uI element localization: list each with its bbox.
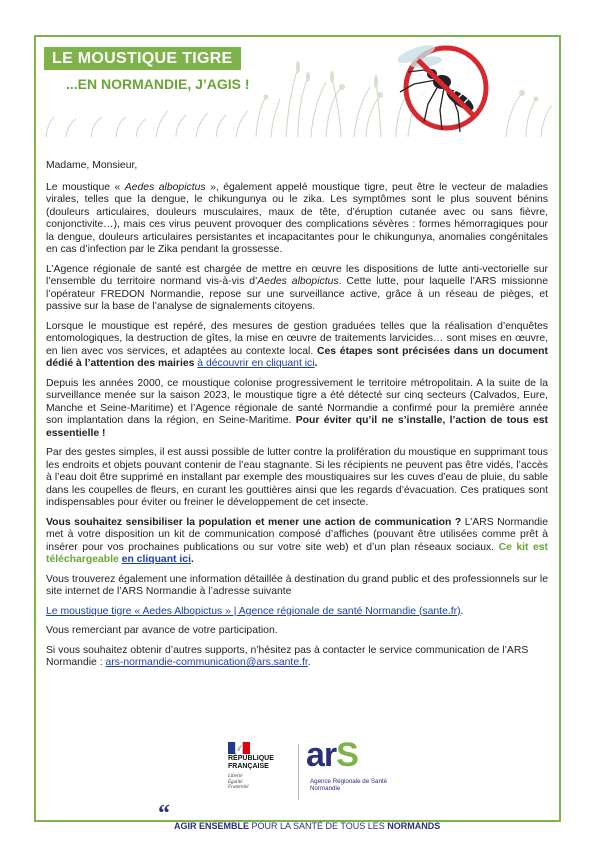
paragraph-more-info: Vous trouverez également une information détaillée à destination du grand public et des professionnels sur le site internet de l’ARS Normandie à l’adresse suivante — [46, 573, 548, 597]
header-subtitle: ...EN NORMANDIE, J’AGIS ! — [66, 76, 250, 92]
paragraph-ars-mission: L’Agence régionale de santé est chargée de mettre en œuvre les dispositions de lutte anti-vectorielle sur l’ensemble du territoire normand vis-à-vis d’Aedes albopictus. Cette lutte, pour laquelle l’ARS missionne l’opérateur FREDON Normandie, repose sur une surveillance active, grâce à un réseau de pièges, et passive sur la base de l’analyse de signalements citoyens. — [46, 263, 548, 312]
paragraph-contact: Si vous souhaitez obtenir d’autres supports, n’hésitez pas à contacter le service communication de l’ARS Normandie : ars-normandie-communication@ars.sante.fr. — [46, 644, 529, 668]
no-mosquito-icon — [398, 40, 494, 136]
paragraph-gestures: Par des gestes simples, il est aussi possible de lutter contre la prolifération du moustique en supprimant tous les endroits et objets pouvant contenir de l’eau stagnante. Si les récipients ne peuvent pas être vidés, l’accès à l’eau doit être supprimé en installant par exemple des moustiquaires sur les cuves d’eau de pluie, du sable dans les coupelles de fleurs, en curant les gouttières ainsi que les regards d’évacuation. Ces pratiques sont indispensables pour éviter ou freiner le développement de cet insecte. — [46, 447, 548, 508]
ars-normandie-logo: arS Agence Régionale de Santé Normandie — [306, 736, 388, 792]
kit-download-link[interactable]: en cliquant ici — [121, 554, 191, 565]
paragraph-communication-kit: Vous souhaitez sensibiliser la population et mener une action de communication ? L’ARS Normandie met à votre disposition un kit de communication composé d’affiches (pouvant être utilisées comme prêt à insérer pour vos prochaines publications ou sur votre site web) et d’un plan réseaux sociaux. Ce kit est téléchargeable en cliquant ici. — [46, 516, 549, 565]
paragraph-thanks: Vous remerciant par avance de votre participation. — [46, 625, 278, 636]
republique-francaise-logo: RÉPUBLIQUE FRANÇAISE Liberté Égalité Fraternité — [222, 740, 300, 808]
ars-website-link[interactable]: Le moustique tigre « Aedes Albopictus » | Agence régionale de santé Normandie (sante.fr) — [46, 605, 461, 617]
salutation: Madame, Monsieur, — [46, 160, 138, 171]
paragraph-measures: Lorsque le moustique est repéré, des mesures de gestion graduées telles que la réalisation d’enquêtes entomologiques, la destruction de gîtes, la mise en œuvre de traitements larvicides… sont mises en œuvre, en lien avec vos services, et adaptées au contexte local. Ces étapes sont précisées dans un document dédié à l’attention des mairies à découvrir en cliquant ici. — [46, 320, 548, 369]
logo-divider — [298, 744, 299, 800]
paragraph-website-link: Le moustique tigre « Aedes Albopictus » | Agence régionale de santé Normandie (sante.fr). — [46, 605, 464, 617]
letter-body — [46, 160, 548, 677]
header-title: LE MOUSTIQUE TIGRE — [44, 47, 241, 70]
paragraph-symptoms: Le moustique « Aedes albopictus », également appelé moustique tigre, peut être le vecteur de maladies virales, telles que la dengue, le chikungunya ou le zika. Les symptômes sont le plus souvent bénins (douleurs articulaires, douleurs musculaires, maux de tête, d’éruption cutanée avec ou sans fièvre, conjonctivite…), mais ces virus peuvent provoquer des complications sévères : formes hémorragiques pour la dengue, douleurs articulaires persistantes et incapacitantes pour le chikungunya, anomalies congénitales en cas d’infection par le Zika pendant la grossesse. — [46, 181, 548, 255]
footer-logos — [222, 736, 392, 810]
marianne-flag-icon — [228, 742, 250, 754]
quote-mark-icon: “ — [158, 801, 170, 827]
mairies-document-link[interactable]: à découvrir en cliquant ici — [197, 358, 315, 369]
contact-email-link[interactable]: ars-normandie-communication@ars.sante.fr — [105, 657, 308, 668]
paragraph-history: Depuis les années 2000, ce moustique colonise progressivement le territoire métropolitain. A la suite de la surveillance menée sur la saison 2023, le moustique tigre a été détecté sur cinq secteurs (Calvados, Eure, Manche et Seine-Maritime) et l’Agence régionale de santé Normandie a confirmé pour la première année son implantation dans la région, en Seine-Maritime. Pour éviter qu’il ne s’installe, l’action de tous est essentielle ! — [46, 377, 548, 439]
